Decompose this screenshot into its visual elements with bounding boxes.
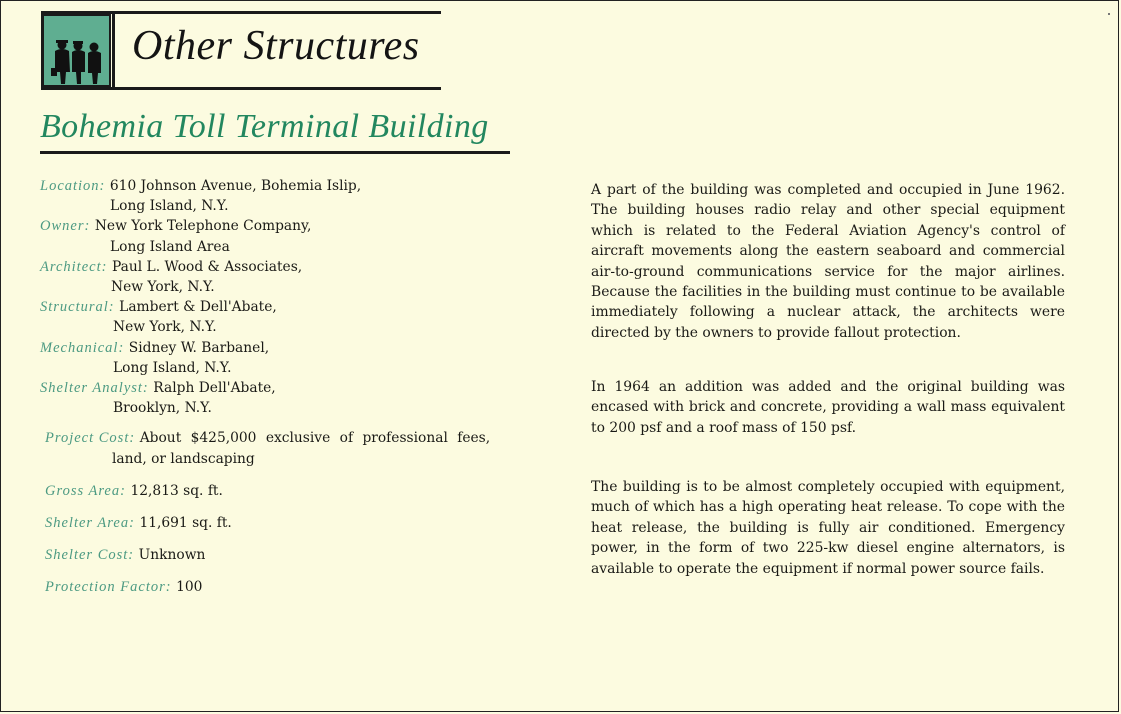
spec-shelter-cost <box>45 545 540 565</box>
spec-label: Gross Area: <box>45 482 126 499</box>
spec-value: Paul L. Wood & Associates, <box>111 258 303 275</box>
spec-value: New York Telephone Company, <box>94 218 312 235</box>
spec-value-cont: Long Island Area <box>110 238 230 255</box>
three-people-icon <box>44 16 110 85</box>
spec-value: 610 Johnson Avenue, Bohemia Islip, <box>109 178 362 194</box>
spec-mechanical <box>40 338 540 378</box>
spec-value-cont: Long Island, N.Y. <box>113 359 232 376</box>
spec-value: About $425,000 exclusive of professional fees, <box>139 430 491 447</box>
spec-value-cont: Brooklyn, N.Y. <box>113 400 212 417</box>
spec-value: 11,691 sq. ft. <box>139 515 232 532</box>
spec-shelter-analyst <box>40 378 540 418</box>
spec-label: Mechanical: <box>40 339 125 356</box>
header-divider <box>112 14 115 87</box>
paragraph-3: The building is to be almost completely occupied with equipment, much of which has a high operating heat release. To cope with the heat release, the building is fully air conditioned. Emergency power, in the form of two 225-kw diesel engine alternators, is available to operate the equipment if normal power source fails. <box>591 479 1065 577</box>
spec-project-cost <box>45 428 540 468</box>
spec-label: Location: <box>40 178 106 194</box>
spec-label: Shelter Area: <box>45 515 135 532</box>
spec-value-cont: New York, N.Y. <box>111 279 215 296</box>
spec-value: Lambert & Dell'Abate, <box>119 299 277 316</box>
spec-value: Ralph Dell'Abate, <box>153 380 276 397</box>
spec-location <box>40 176 540 216</box>
print-speck <box>1108 13 1110 15</box>
spec-label: Owner: <box>40 218 91 235</box>
spec-architect <box>40 257 540 297</box>
paragraph-1: A part of the building was completed and occupied in June 1962. The building houses radio relay and other special equipment which is related to the Federal Aviation Agency's control of aircraft movements along the eastern seaboard and commercial air-to-ground communications service for the major airlines. Because the facilities in the building must continue to be available immediately following a nuclear attack, the architects were directed by the owners to provide fallout protection. <box>591 182 1065 341</box>
spec-value-cont: New York, N.Y. <box>113 319 217 336</box>
spec-label: Architect: <box>40 258 108 275</box>
spec-list <box>40 176 540 598</box>
spec-label: Shelter Cost: <box>45 547 135 564</box>
spec-value-cont: Long Island, N.Y. <box>110 198 229 215</box>
spec-gross-area <box>45 481 540 501</box>
spec-label: Shelter Analyst: <box>40 380 149 397</box>
spec-value: Unknown <box>138 547 206 564</box>
spec-structural <box>40 297 540 337</box>
spec-shelter-area <box>45 513 540 533</box>
paragraph-2: In 1964 an addition was added and the original building was encased with brick and concrete, providing a wall mass equivalent to 200 psf and a roof mass of 150 psf. <box>591 379 1065 436</box>
people-silhouette-logo <box>41 14 111 87</box>
spec-protection-factor <box>45 577 540 597</box>
section-title: Other Structures <box>132 23 420 69</box>
spec-owner <box>40 216 540 256</box>
building-title: Bohemia Toll Terminal Building <box>40 108 489 145</box>
spec-value: 100 <box>176 579 203 596</box>
spec-label: Project Cost: <box>45 430 136 447</box>
spec-value: Sidney W. Barbanel, <box>128 339 270 356</box>
spec-value-cont: land, or landscaping <box>112 450 255 467</box>
spec-label: Protection Factor: <box>45 579 172 596</box>
spec-value: 12,813 sq. ft. <box>130 482 223 499</box>
title-rule <box>40 151 510 154</box>
spec-label: Structural: <box>40 299 115 316</box>
